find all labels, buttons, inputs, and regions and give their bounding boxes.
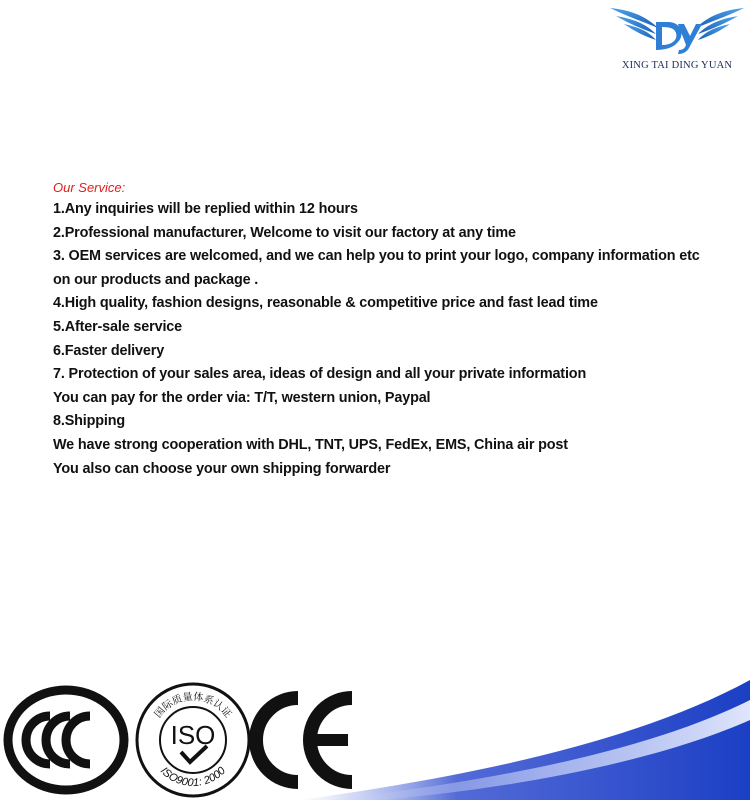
iso-seal-icon [133, 680, 253, 800]
service-heading: Our Service: [53, 180, 126, 195]
service-line: You also can choose your own shipping forwarder [53, 460, 391, 477]
service-section [53, 178, 743, 481]
ccc-mark-icon [2, 684, 130, 796]
service-line: 7. Protection of your sales area, ideas of design and all your private information [53, 366, 587, 383]
service-line: on our products and package . [53, 271, 259, 288]
certification-row [0, 680, 750, 800]
ce-mark-icon [248, 690, 358, 790]
dy-winged-logo-icon [606, 2, 748, 60]
iso-ring-bottom: ISO9001: 2000 [157, 764, 229, 790]
service-line: You can pay for the order via: T/T, western union, Paypal [53, 389, 431, 406]
service-line: 6.Faster delivery [53, 342, 165, 359]
service-line: 3. OEM services are welcomed, and we can help you to print your logo, company information etc [53, 248, 700, 265]
company-logo [606, 2, 748, 80]
service-list [53, 198, 743, 481]
logo-caption: XING TAI DING YUAN [621, 60, 733, 71]
iso-center-text: ISO [170, 720, 216, 750]
service-line: We have strong cooperation with DHL, TNT, UPS, FedEx, EMS, China air post [53, 436, 568, 453]
service-line: 1.Any inquiries will be replied within 12 hours [53, 201, 358, 217]
service-line: 2.Professional manufacturer, Welcome to visit our factory at any time [53, 224, 516, 241]
service-line: 8.Shipping [53, 413, 126, 430]
service-line: 4.High quality, fashion designs, reasonable & competitive price and fast lead time [53, 295, 598, 312]
iso-ring-top: 国际质量体系认证 [152, 691, 234, 721]
service-line: 5.After-sale service [53, 318, 182, 335]
